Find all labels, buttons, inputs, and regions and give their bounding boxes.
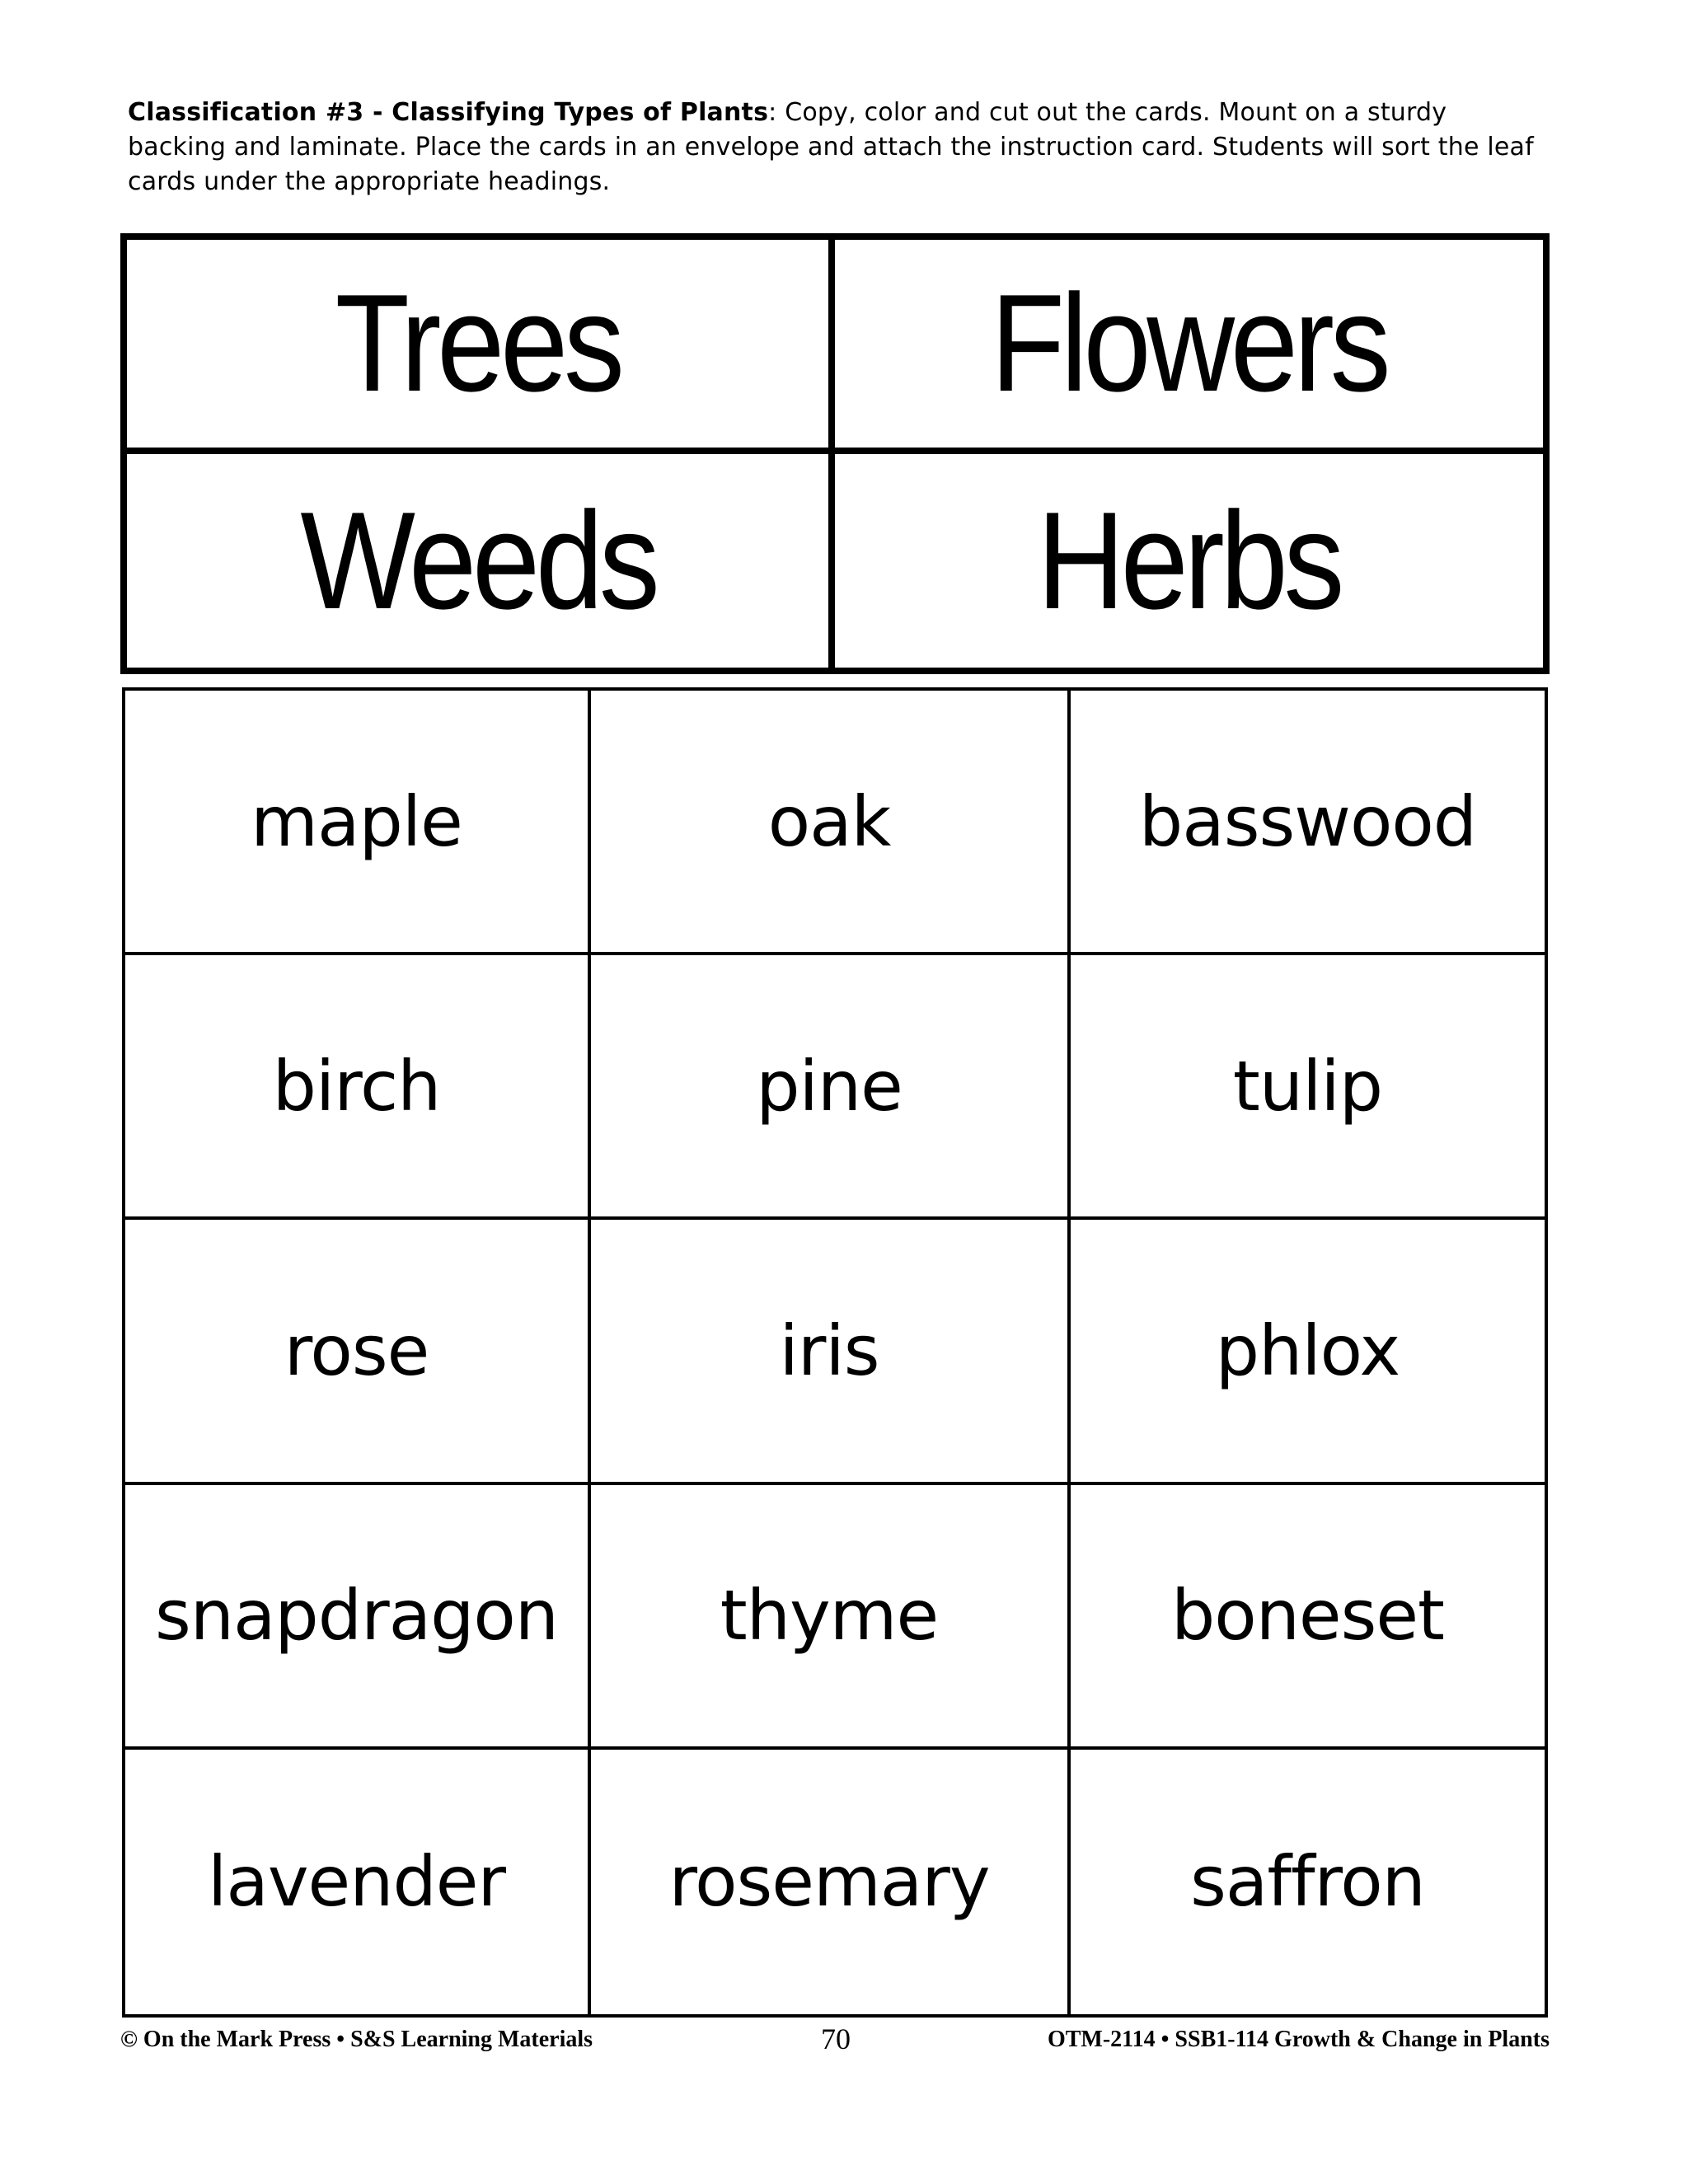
footer-copyright: © On the Mark Press • S&S Learning Materials (120, 2027, 593, 2052)
heading-cell-flowers (835, 240, 1543, 454)
heading-cell-weeds (127, 454, 835, 668)
card-phlox: phlox (1071, 1220, 1545, 1484)
card-rose: rose (125, 1220, 591, 1484)
card-snapdragon: snapdragon (125, 1485, 591, 1750)
card-basswood: basswood (1071, 691, 1545, 955)
card-birch: birch (125, 955, 591, 1220)
card-oak: oak (591, 691, 1071, 955)
instructions-paragraph (128, 96, 1545, 199)
card-saffron: saffron (1190, 1841, 1425, 1923)
category-headings-table (120, 233, 1550, 674)
card-lavender: lavender (125, 1750, 591, 2014)
heading-flowers: Flowers (991, 265, 1387, 421)
heading-cell-trees (127, 240, 835, 454)
card-boneset: boneset (1071, 1485, 1545, 1750)
page-footer (120, 2022, 1550, 2055)
instructions-text: : Copy, color and cut out the cards. Mount on a sturdy backing and laminate. Place the cards in an envelope and attach the instruction card. Students will sort the leaf cards under the appropriate headings. (128, 98, 1534, 196)
card-tulip: tulip (1071, 955, 1545, 1220)
card-pine: pine (591, 955, 1071, 1220)
heading-weeds: Weeds (299, 482, 656, 638)
card-maple: maple (125, 691, 591, 955)
plant-cards-grid (122, 687, 1548, 2018)
footer-series-title: OTM-2114 • SSB1-114 Growth & Change in Plants (1047, 2027, 1550, 2052)
page-number: 70 (821, 2022, 851, 2055)
heading-trees: Trees (335, 265, 621, 421)
card-iris: iris (591, 1220, 1071, 1484)
card-rosemary: rosemary (591, 1750, 1071, 2014)
heading-herbs: Herbs (1037, 482, 1341, 638)
heading-cell-herbs (835, 454, 1543, 668)
card-thyme: thyme (591, 1485, 1071, 1750)
instructions-title: Classification #3 - Classifying Types of Plants (128, 98, 769, 127)
